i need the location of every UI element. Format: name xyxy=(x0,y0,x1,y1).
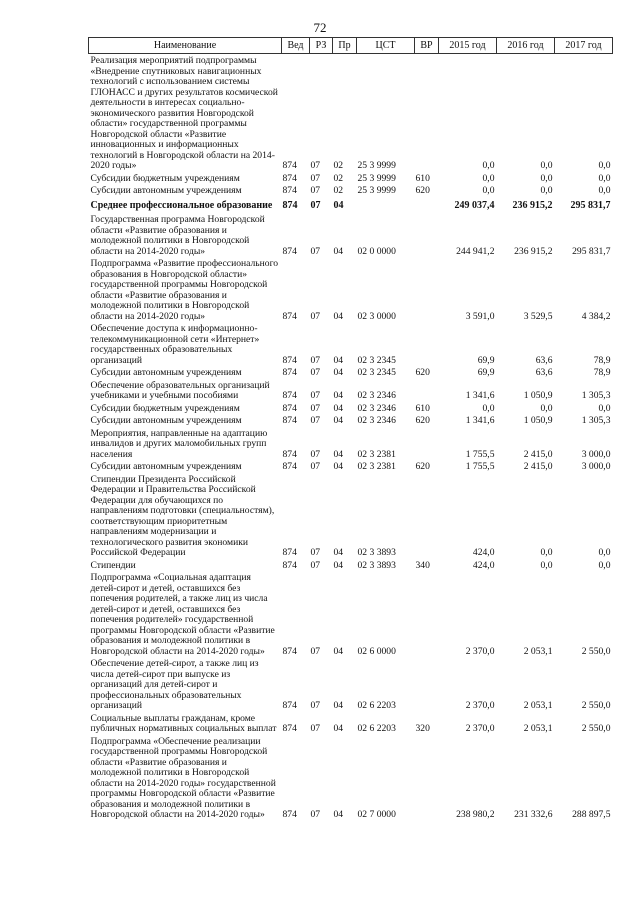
row-name: Государственная программа Новгородской области «Развитие образования и молодежной политики в Новгородской области на 2014-2020 годы» xyxy=(90,214,265,257)
row-ved: 874 xyxy=(282,185,297,196)
row-name: Стипендии xyxy=(90,559,136,571)
row-value-2016: 2 415,0 xyxy=(523,461,553,472)
row-rz: 07 xyxy=(310,723,321,734)
row-rz: 07 xyxy=(310,645,321,657)
row-value-2015: 0,0 xyxy=(482,185,495,196)
header-vr: ВР xyxy=(415,38,439,54)
row-vr: 620 xyxy=(415,185,430,196)
row-value-2017: 78,9 xyxy=(593,354,611,366)
row-rz: 07 xyxy=(310,461,321,472)
row-value-2017: 0,0 xyxy=(598,160,611,171)
table-row xyxy=(89,657,613,712)
header-2016: 2016 год xyxy=(497,38,555,54)
row-ved: 874 xyxy=(282,559,297,571)
row-name: Субсидии автономным учреждениям xyxy=(90,367,242,378)
row-value-2015: 238 980,2 xyxy=(456,809,495,820)
row-ved: 874 xyxy=(282,402,297,414)
row-cst: 02 6 0000 xyxy=(357,645,396,657)
row-vr xyxy=(415,54,439,172)
table-body xyxy=(89,54,613,821)
row-name: Субсидии бюджетным учреждениям xyxy=(90,402,240,414)
row-cst: 02 3 2346 xyxy=(357,390,396,401)
row-rz: 07 xyxy=(310,547,321,558)
row-pr: 04 xyxy=(333,310,344,322)
row-rz: 07 xyxy=(310,448,321,460)
row-cst: 02 7 0000 xyxy=(357,809,396,820)
row-ved: 874 xyxy=(282,310,297,322)
header-pr: Пр xyxy=(333,38,357,54)
row-value-2015: 0,0 xyxy=(482,402,495,414)
row-value-2017: 78,9 xyxy=(593,367,611,378)
row-pr: 04 xyxy=(333,199,344,211)
row-rz: 07 xyxy=(310,172,321,184)
row-value-2017: 3 000,0 xyxy=(581,461,611,472)
row-pr: 04 xyxy=(333,415,344,426)
row-vr: 620 xyxy=(415,415,430,426)
table-row xyxy=(89,571,613,657)
table-row xyxy=(89,402,613,415)
table-row xyxy=(89,322,613,366)
row-value-2016: 236 915,2 xyxy=(514,245,553,257)
row-rz: 07 xyxy=(310,700,321,711)
row-value-2015: 249 037,4 xyxy=(454,199,495,211)
row-pr: 04 xyxy=(333,402,344,414)
table-row xyxy=(89,559,613,572)
table-row xyxy=(89,197,613,214)
row-ved: 874 xyxy=(282,160,297,171)
row-value-2015: 69,9 xyxy=(477,367,495,378)
header-name: Наименование xyxy=(89,38,282,54)
row-ved: 874 xyxy=(282,723,297,734)
table-row xyxy=(89,473,613,559)
row-vr xyxy=(415,571,439,657)
row-value-2017: 0,0 xyxy=(598,559,611,571)
row-value-2016: 2 053,1 xyxy=(523,645,553,657)
row-value-2015: 2 370,0 xyxy=(465,700,495,711)
row-pr: 04 xyxy=(333,700,344,711)
row-name: Социальные выплаты гражданам, кроме публичных нормативных социальных выплат xyxy=(90,712,277,734)
row-vr xyxy=(415,427,439,461)
row-ved: 874 xyxy=(282,461,297,472)
budget-table xyxy=(88,37,613,821)
row-value-2017: 288 897,5 xyxy=(572,809,611,820)
row-value-2017: 3 000,0 xyxy=(581,448,611,460)
header-cst: ЦСТ xyxy=(357,38,415,54)
row-rz: 07 xyxy=(310,160,321,171)
row-ved: 874 xyxy=(282,390,297,401)
row-cst: 02 3 2345 xyxy=(357,367,396,378)
row-cst: 02 3 3893 xyxy=(357,559,396,571)
row-value-2015: 0,0 xyxy=(482,172,495,184)
row-pr: 04 xyxy=(333,461,344,472)
row-pr: 04 xyxy=(333,354,344,366)
row-pr: 04 xyxy=(333,367,344,378)
table-row xyxy=(89,54,613,172)
row-value-2017: 0,0 xyxy=(598,402,611,414)
table-row xyxy=(89,735,613,821)
row-name: Субсидии бюджетным учреждениям xyxy=(90,172,240,184)
row-pr: 04 xyxy=(333,723,344,734)
row-cst: 02 3 2345 xyxy=(357,354,396,366)
row-name: Реализация мероприятий подпрограммы «Внедрение спутниковых навигационных технологий с использованием системы ГЛОНАСС и других результатов космической деятельности в интересах социально-экономического развития Новгородской области» государственной программы Новгородской области «Развитие инновационных и информационных технологий в Новгородской области на 2014-2020 годы» xyxy=(90,55,278,171)
row-value-2015: 1 341,6 xyxy=(465,390,495,401)
row-ved: 874 xyxy=(282,448,297,460)
row-vr xyxy=(415,379,439,402)
row-name: Субсидии автономным учреждениям xyxy=(90,185,242,196)
row-value-2015: 69,9 xyxy=(477,354,495,366)
row-cst: 02 3 0000 xyxy=(357,310,396,322)
row-vr xyxy=(415,257,439,322)
row-rz: 07 xyxy=(310,390,321,401)
row-pr: 04 xyxy=(333,559,344,571)
row-cst: 02 3 2346 xyxy=(357,402,396,414)
row-cst: 02 3 2346 xyxy=(357,415,396,426)
page-number: 72 xyxy=(313,20,327,35)
row-value-2015: 2 370,0 xyxy=(465,645,495,657)
row-value-2015: 3 591,0 xyxy=(465,310,495,322)
row-value-2017: 0,0 xyxy=(598,172,611,184)
row-value-2016: 0,0 xyxy=(540,185,553,196)
table-row xyxy=(89,712,613,735)
row-name: Обеспечение детей-сирот, а также лиц из числа детей-сирот при выпуске из организаций для детей-сирот и профессиональных образовательных организаций xyxy=(90,658,259,711)
table-row xyxy=(89,414,613,427)
row-value-2016: 1 050,9 xyxy=(523,390,553,401)
row-name: Среднее профессиональное образование xyxy=(90,199,273,211)
row-value-2015: 1 341,6 xyxy=(465,415,495,426)
header-ved: Вед xyxy=(282,38,310,54)
row-rz: 07 xyxy=(310,199,321,211)
row-rz: 07 xyxy=(310,310,321,322)
row-cst: 25 3 9999 xyxy=(357,185,396,196)
row-value-2016: 63,6 xyxy=(535,354,553,366)
row-rz: 07 xyxy=(310,245,321,257)
row-ved: 874 xyxy=(282,354,297,366)
row-name: Обеспечение образовательных организаций учебниками и учебными пособиями xyxy=(90,379,270,401)
row-cst: 25 3 9999 xyxy=(357,160,396,171)
row-value-2016: 1 050,9 xyxy=(523,415,553,426)
table-row xyxy=(89,460,613,473)
row-name: Стипендии Президента Российской Федерации и Правительства Российской Федерации для обучающихся по направлениям подготовки (специальностям), соответствующим приоритетным направлениям модернизации и технологического развития экономики Российской Федерации xyxy=(90,473,275,558)
row-value-2016: 0,0 xyxy=(540,160,553,171)
row-vr: 620 xyxy=(415,367,430,378)
row-cst: 02 3 3893 xyxy=(357,547,396,558)
row-value-2017: 1 305,3 xyxy=(581,415,611,426)
row-rz: 07 xyxy=(310,559,321,571)
row-vr xyxy=(415,657,439,712)
row-pr: 04 xyxy=(333,390,344,401)
table-header-row xyxy=(89,38,613,54)
row-ved: 874 xyxy=(282,809,297,820)
row-value-2017: 295 831,7 xyxy=(572,245,611,257)
row-value-2016: 63,6 xyxy=(535,367,553,378)
table-row xyxy=(89,427,613,461)
row-pr: 04 xyxy=(333,809,344,820)
table-row xyxy=(89,213,613,257)
row-value-2015: 1 755,5 xyxy=(465,461,495,472)
row-value-2015: 424,0 xyxy=(472,559,495,571)
row-name: Подпрограмма «Социальная адаптация детей-сирот и детей, оставшихся без попечения родителей, а также лиц из числа детей-сирот и детей, оставшихся без попечения родителей» государственной программы Новгородской области «Развитие образования и молодежной политики в Новгородской области на 2014-2020 годы» xyxy=(90,572,275,657)
row-value-2017: 4 384,2 xyxy=(581,310,611,322)
row-value-2016: 2 053,1 xyxy=(523,700,553,711)
row-cst: 02 6 2203 xyxy=(357,723,396,734)
row-cst: 02 0 0000 xyxy=(357,245,396,257)
row-value-2016: 231 332,6 xyxy=(514,809,553,820)
row-ved: 874 xyxy=(282,245,297,257)
row-rz: 07 xyxy=(310,809,321,820)
row-value-2015: 244 941,2 xyxy=(456,245,495,257)
table-row xyxy=(89,184,613,197)
row-vr: 620 xyxy=(415,461,430,472)
row-vr: 610 xyxy=(415,402,430,414)
row-vr xyxy=(415,473,439,559)
row-rz: 07 xyxy=(310,402,321,414)
row-value-2016: 0,0 xyxy=(540,559,553,571)
row-value-2015: 424,0 xyxy=(472,547,495,558)
row-ved: 874 xyxy=(282,415,297,426)
header-2017: 2017 год xyxy=(555,38,613,54)
table-row xyxy=(89,366,613,379)
table-row xyxy=(89,379,613,402)
row-vr: 610 xyxy=(415,172,430,184)
row-cst: 25 3 9999 xyxy=(357,172,396,184)
row-value-2016: 0,0 xyxy=(540,172,553,184)
row-value-2017: 0,0 xyxy=(598,185,611,196)
row-value-2016: 236 915,2 xyxy=(512,199,553,211)
row-pr: 02 xyxy=(333,172,344,184)
table-row xyxy=(89,172,613,185)
header-rz: РЗ xyxy=(310,38,333,54)
row-pr: 02 xyxy=(333,160,344,171)
row-vr: 320 xyxy=(415,723,430,734)
row-value-2017: 2 550,0 xyxy=(581,700,611,711)
row-pr: 04 xyxy=(333,645,344,657)
row-pr: 02 xyxy=(333,185,344,196)
row-pr: 04 xyxy=(333,245,344,257)
row-rz: 07 xyxy=(310,415,321,426)
row-value-2016: 2 053,1 xyxy=(523,723,553,734)
row-rz: 07 xyxy=(310,354,321,366)
row-ved: 874 xyxy=(282,645,297,657)
row-value-2017: 0,0 xyxy=(598,547,611,558)
row-ved: 874 xyxy=(282,172,297,184)
row-value-2017: 295 831,7 xyxy=(570,199,611,211)
row-vr xyxy=(415,322,439,366)
row-pr: 04 xyxy=(333,448,344,460)
row-ved: 874 xyxy=(282,700,297,711)
row-name: Мероприятия, направленные на адаптацию инвалидов и других маломобильных групп населения xyxy=(90,427,268,460)
row-ved: 874 xyxy=(282,547,297,558)
row-cst: 02 6 2203 xyxy=(357,700,396,711)
row-value-2015: 2 370,0 xyxy=(465,723,495,734)
row-cst xyxy=(357,197,415,214)
header-2015: 2015 год xyxy=(439,38,497,54)
row-pr: 04 xyxy=(333,547,344,558)
row-name: Субсидии автономным учреждениям xyxy=(90,461,242,472)
row-value-2016: 3 529,5 xyxy=(523,310,553,322)
row-cst: 02 3 2381 xyxy=(357,461,396,472)
row-vr xyxy=(415,197,439,214)
row-value-2015: 1 755,5 xyxy=(465,448,495,460)
row-ved: 874 xyxy=(282,199,298,211)
row-value-2015: 0,0 xyxy=(482,160,495,171)
row-vr xyxy=(415,735,439,821)
row-ved: 874 xyxy=(282,367,297,378)
row-value-2016: 0,0 xyxy=(540,547,553,558)
row-value-2017: 2 550,0 xyxy=(581,645,611,657)
row-vr: 340 xyxy=(415,559,430,571)
row-value-2017: 2 550,0 xyxy=(581,723,611,734)
row-rz: 07 xyxy=(310,185,321,196)
row-rz: 07 xyxy=(310,367,321,378)
table-row xyxy=(89,257,613,322)
row-value-2016: 2 415,0 xyxy=(523,448,553,460)
row-cst: 02 3 2381 xyxy=(357,448,396,460)
row-name: Субсидии автономным учреждениям xyxy=(90,415,242,426)
row-name: Подпрограмма «Обеспечение реализации государственной программы Новгородской области «Развитие образования и молодежной политики в Новгородской области на 2014-2020 годы» государственной программы Новгородской области «Развитие образования и молодежной политики в Новгородской области на 2014-2020 годы» xyxy=(90,735,276,820)
row-value-2016: 0,0 xyxy=(540,402,553,414)
row-vr xyxy=(415,213,439,257)
row-value-2017: 1 305,3 xyxy=(581,390,611,401)
row-name: Подпрограмма «Развитие профессионального образования в Новгородской области» государственной программы Новгородской области «Развитие образования и молодежной политики в Новгородской области на 2014-2020 годы» xyxy=(90,258,279,322)
row-name: Обеспечение доступа к информационно-телекоммуникационной сети «Интернет» государственных образовательных организаций xyxy=(90,323,260,366)
